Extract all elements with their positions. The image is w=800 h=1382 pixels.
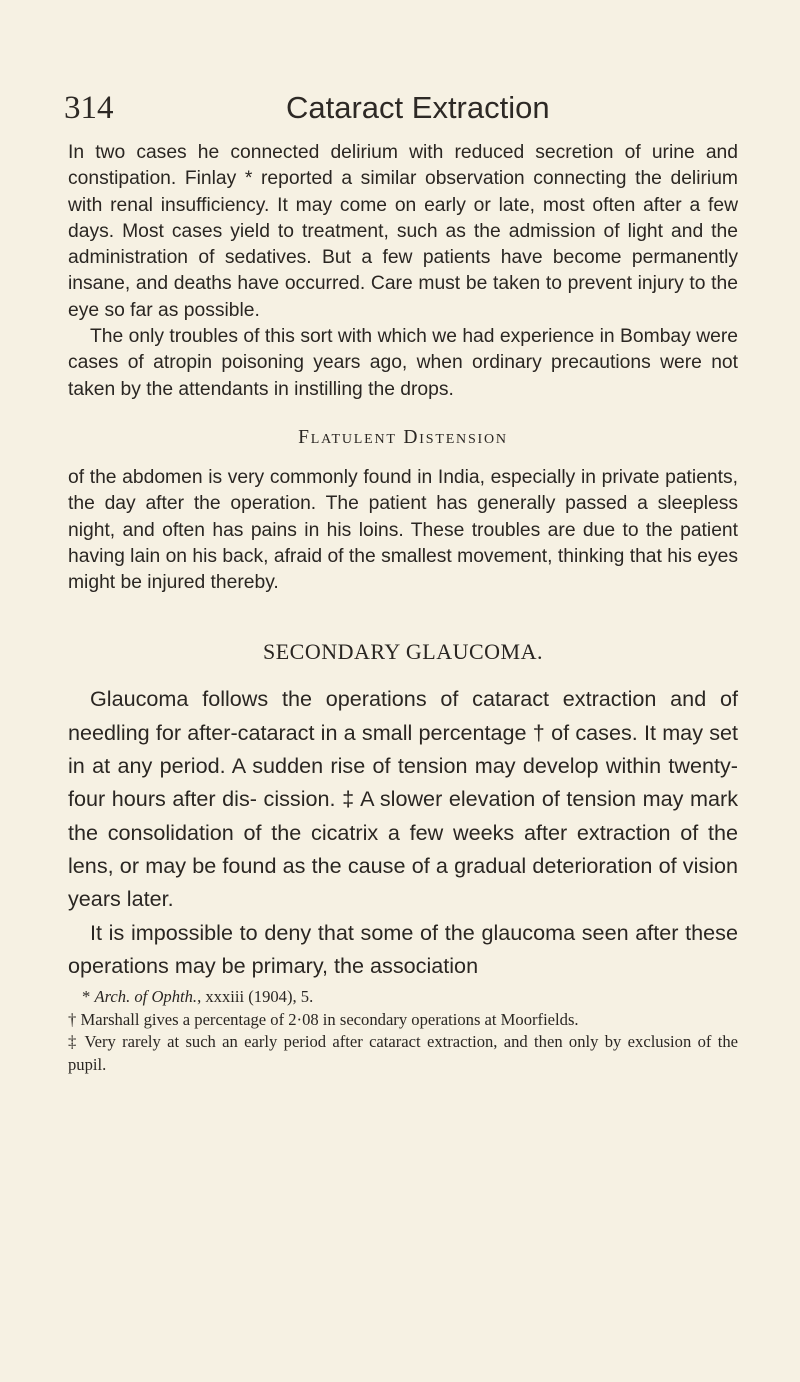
glaucoma-primary-paragraph: It is impossible to deny that some of the glaucoma seen after these operations may be primary, the association: [68, 919, 738, 978]
footnote-1: [68, 986, 738, 1009]
footnotes: [68, 986, 738, 1076]
footnote-1-journal: Arch. of Ophth.: [94, 987, 198, 1007]
flatulent-distension-paragraph: of the abdomen is very commonly found in India, especially in private patients, the day after the operation. The patient has generally passed a sleepless night, and often has pains in his loins. These troubles are due to the patient having lain on his back, afraid of the smallest movement, thinking that his eyes might be injured thereby.: [68, 466, 738, 594]
glaucoma-paragraph: Glaucoma follows the operations of cataract extraction and of needling for after-cataract in a small percentage † of cases. It may set in at any period. A sudden rise of tension may develop within twenty-four hours after dis- cission. ‡ A slower elevation of tension may mark the consolidation of the cicatrix a few weeks after extraction of the lens, or may be found as the cause of a gradual deterioration of vision years later.: [68, 686, 738, 912]
book-page: [64, 88, 738, 1076]
running-head: [64, 88, 738, 140]
footnote-1-mark: *: [82, 987, 91, 1007]
flatulent-distension-heading: Flatulent Distension: [298, 426, 508, 448]
running-title: Cataract Extraction: [286, 90, 550, 125]
page-number: 314: [64, 90, 114, 126]
atropin-paragraph: The only troubles of this sort with which we had experience in Bombay were cases of atropin poisoning years ago, when ordinary precautions were not taken by the attendants in instilling the drops.: [68, 326, 738, 400]
footnote-3: ‡ Very rarely at such an early period after cataract extraction, and then only by exclusion of the pupil.: [68, 1032, 738, 1074]
secondary-glaucoma-heading: SECONDARY GLAUCOMA.: [262, 639, 544, 665]
delirium-paragraph: In two cases he connected delirium with reduced secretion of urine and constipation. Finlay * reported a similar observation connecting the delirium with renal insufficiency. It may come on early or late, most often after a few days. Most cases yield to treatment, such as the admission of light and the administration of sedatives. But a few patients have become permanently insane, and deaths have occurred. Care must be taken to prevent injury to the eye so far as possible.: [68, 142, 738, 321]
footnote-2: † Marshall gives a percentage of 2·08 in secondary operations at Moorfields.: [68, 1009, 579, 1029]
footnote-1-citation: , xxxiii (1904), 5.: [197, 987, 314, 1007]
